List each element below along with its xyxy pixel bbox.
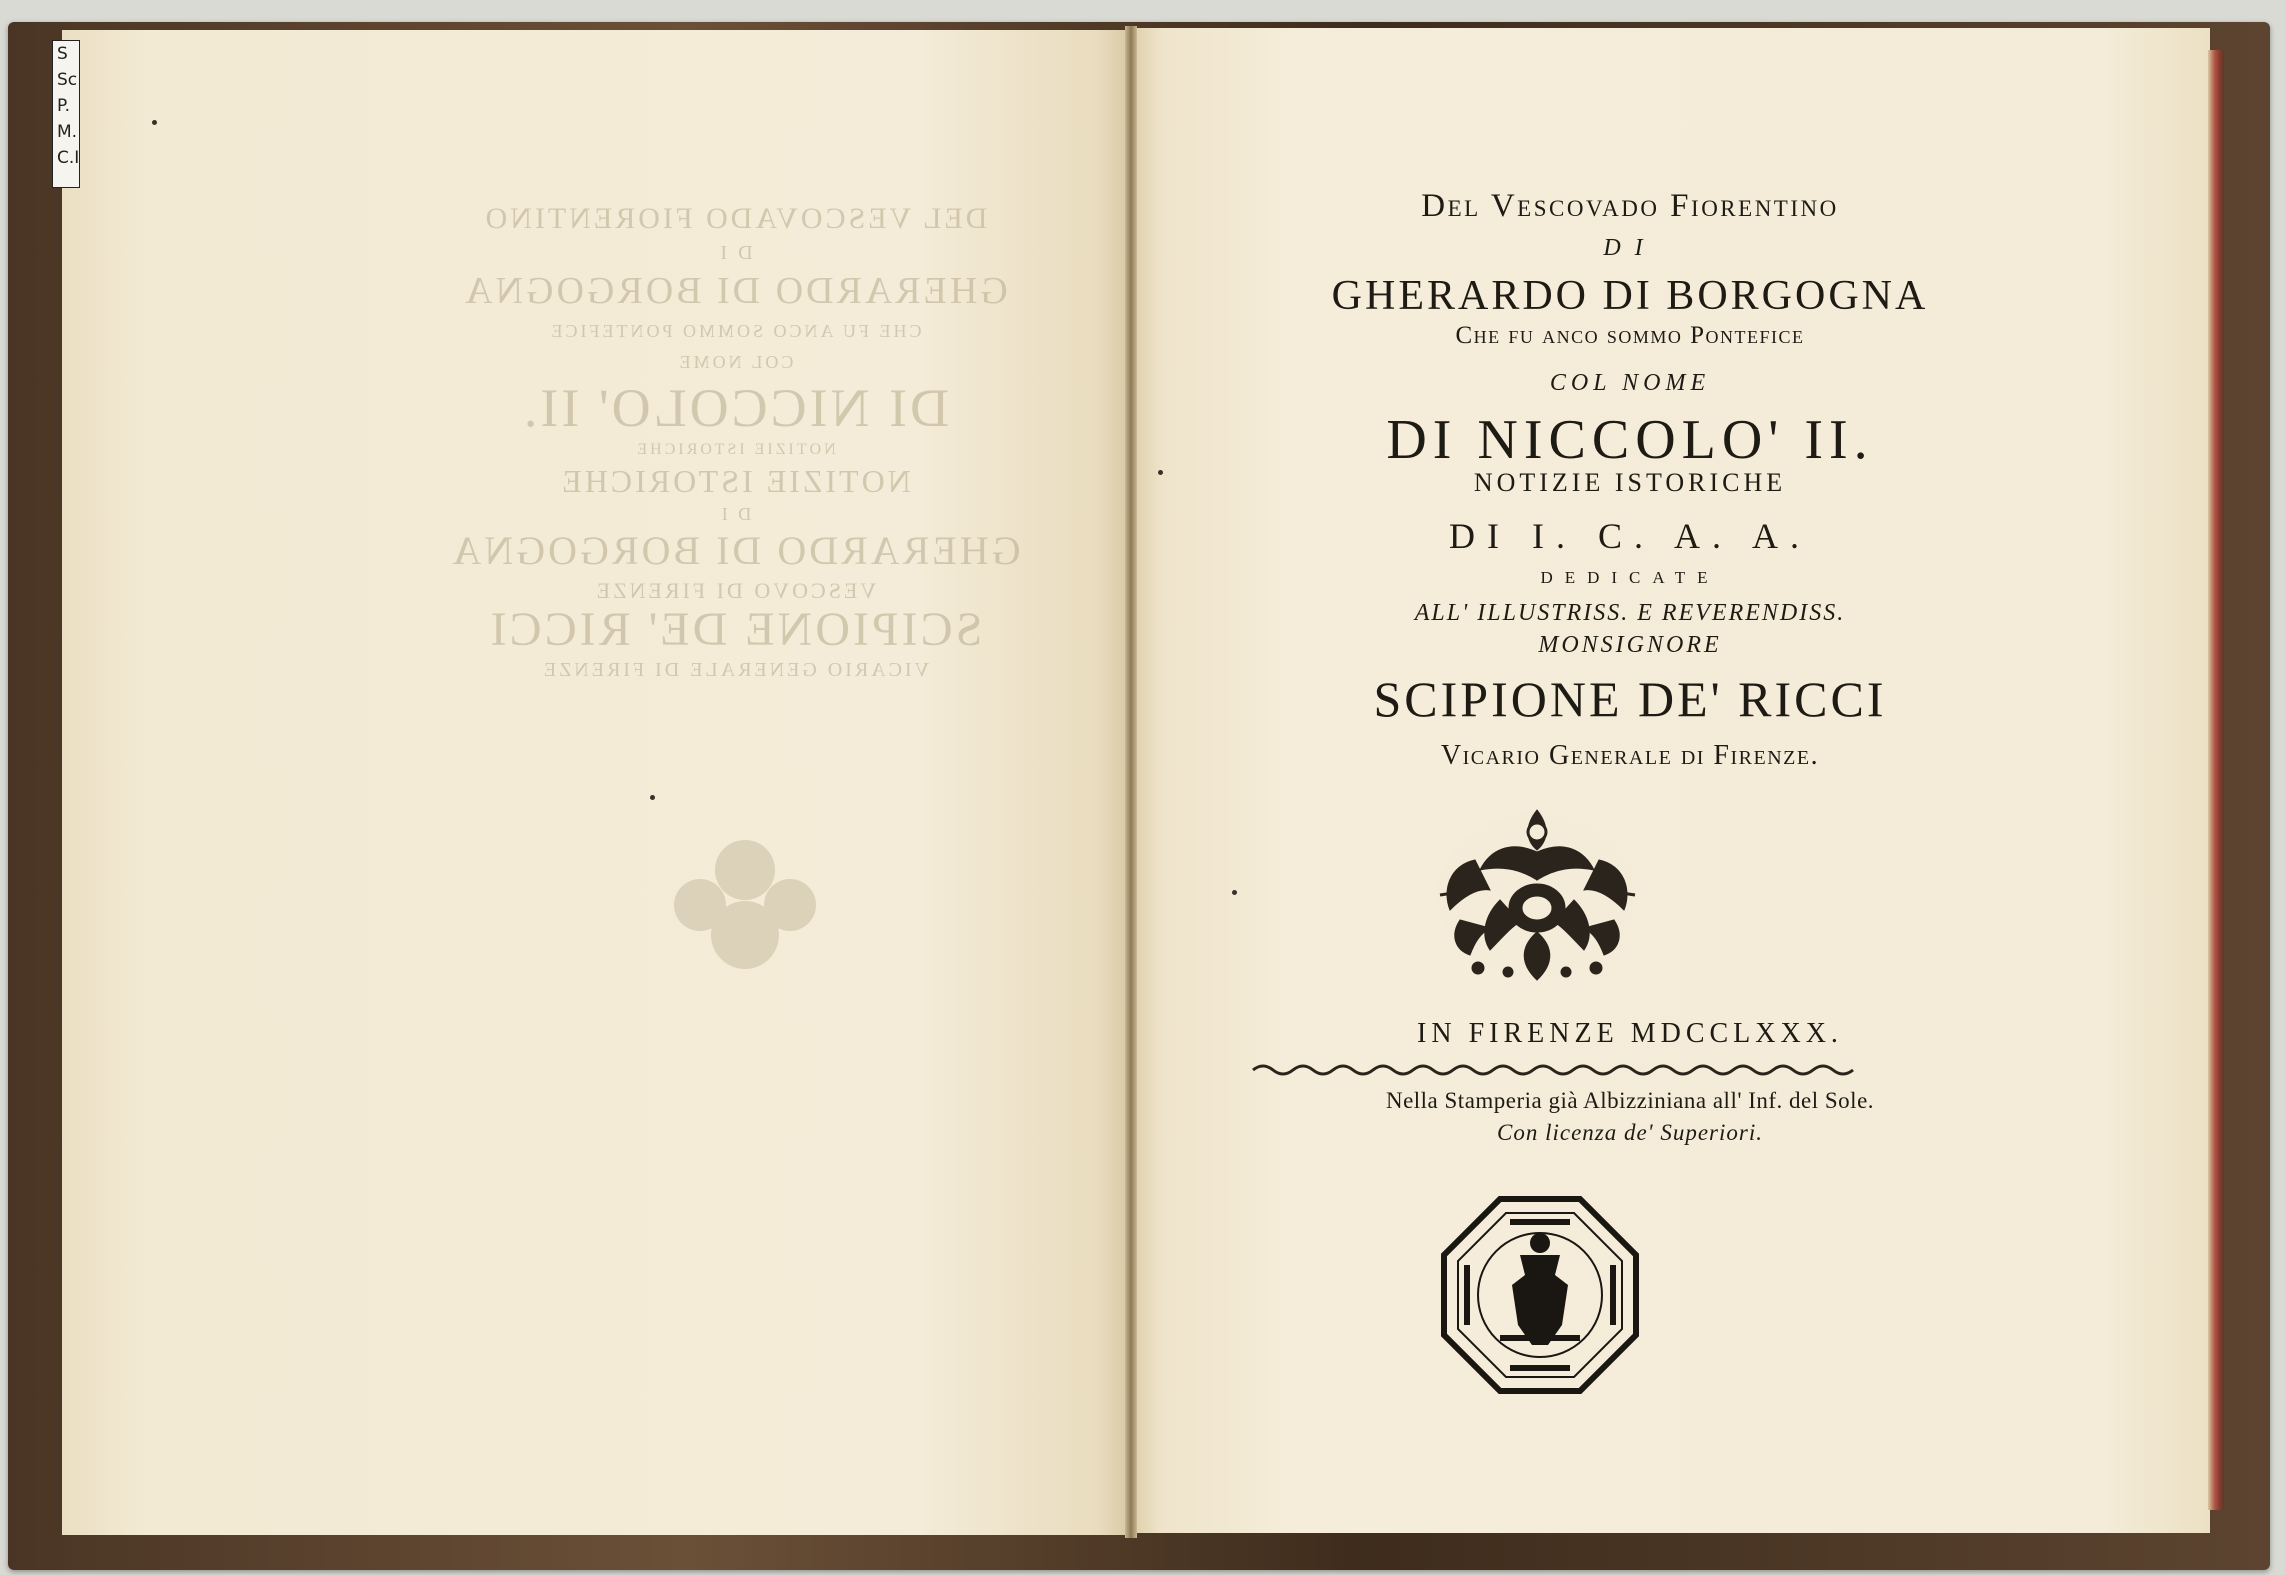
ghost-line: DI NICCOLO' II. (520, 378, 950, 438)
title-illustriss: ALL' ILLUSTRISS. E REVERENDISS. (1414, 600, 1846, 626)
title-line-1: Del Vescovado Fiorentino (1421, 188, 1839, 224)
paper-spot (152, 120, 157, 125)
title-monsignore: MONSIGNORE (1538, 632, 1722, 658)
shelf-label-line: S (57, 44, 68, 64)
ghost-line: GHERARDO DI BORGOGNA (449, 528, 1021, 573)
ghost-line: COL NOME (676, 352, 794, 372)
imprint-license: Con licenza de' Superiori. (1496, 1120, 1763, 1145)
shelf-label-line: M. (57, 122, 78, 142)
ghost-line: NOTIZIE ISTORICHE (559, 463, 911, 499)
ghost-line: D I (718, 504, 752, 524)
title-dedicate: DEDICATE (1540, 568, 1720, 587)
title-niccolo: DI NICCOLO' II. (1386, 409, 1874, 471)
paper-spot (1232, 890, 1237, 895)
ghost-line: NOTIZIE ISTORICHE (634, 441, 836, 458)
imprint-city: IN FIRENZE MDCCLXXX. (1417, 1018, 1843, 1049)
floral-fleuron-icon (1430, 800, 1645, 990)
title-gherardo: GHERARDO DI BORGOGNA (1331, 273, 1929, 319)
title-notizie: NOTIZIE ISTORICHE (1473, 468, 1787, 497)
shelf-label (52, 40, 80, 188)
paper-spot (1158, 470, 1163, 475)
ghost-line: VICARIO GENERALE DI FIRENZE (540, 659, 930, 681)
imprint-press: Nella Stamperia già Albizziniana all' Inf. del Sole. (1385, 1088, 1875, 1113)
title-line-4: Che fu anco sommo Pontefice (1455, 322, 1805, 349)
page-edge (2208, 50, 2224, 1510)
library-stamp-icon (1440, 1195, 1640, 1395)
ghost-line: GHERARDO DI BORGOGNA (462, 270, 1008, 312)
title-vicario: Vicario Generale di Firenze. (1440, 740, 1820, 771)
ornamental-rule-icon (1248, 1062, 1858, 1078)
shelf-label-line: C.I (57, 148, 79, 168)
shelf-label-line: P. (57, 96, 71, 116)
shelf-label-line: Sc (57, 70, 78, 90)
book-gutter (1125, 26, 1137, 1538)
ghost-line: D I (717, 242, 753, 264)
title-scipione: SCIPIONE DE' RICCI (1373, 671, 1887, 727)
title-line-5: COL NOME (1549, 370, 1711, 396)
ghost-line: SCIPIONE DE' RICCI (487, 603, 983, 656)
title-line-2: DI (1603, 235, 1657, 261)
paper-spot (650, 795, 655, 800)
show-through-text (410, 180, 1060, 682)
ghost-fleuron-icon (640, 810, 850, 990)
title-author-initials: DI I. C. A. A. (1448, 516, 1811, 556)
ghost-line: DEL VESCOVADO FIORENTINO (482, 202, 988, 235)
ghost-line: VESCOVO DI FIRENZE (593, 578, 877, 603)
ghost-line: CHE FU ANCO SOMMO PONTEFICE (548, 321, 922, 341)
